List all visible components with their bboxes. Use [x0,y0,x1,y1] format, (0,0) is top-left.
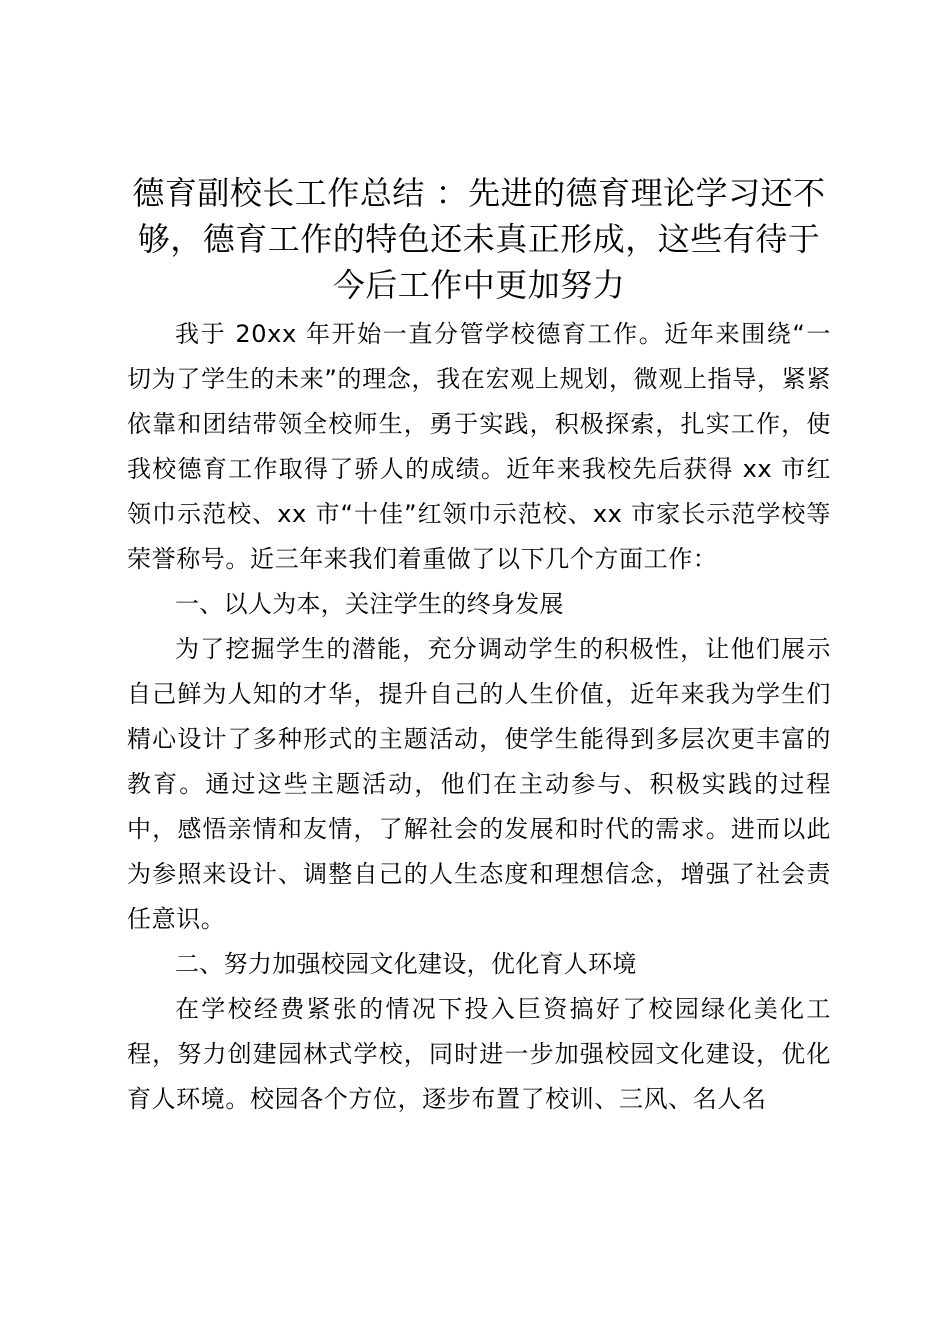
document-page [127,170,831,1122]
section-1-paragraph: 为了挖掘学生的潜能，充分调动学生的积极性，让他们展示自己鲜为人知的才华，提升自己的人生价值，近年来我为学生们精心设计了多种形式的主题活动，使学生能得到多层次更丰富的教育。通过这些主题活动，他们在主动参与、积极实践的过程中，感悟亲情和友情，了解社会的发展和时代的需求。进而以此为参照来设计、调整自己的人生态度和理想信念，增强了社会责任意识。 [127,635,831,933]
section-2-paragraph: 在学校经费紧张的情况下投入巨资搞好了校园绿化美化工程，努力创建园林式学校，同时进一步加强校园文化建设，优化育人环境。校园各个方位，逐步布置了校训、三风、名人名 [127,995,831,1113]
intro-paragraph: 我于 20xx 年开始一直分管学校德育工作。近年来围绕“一切为了学生的未来”的理念，我在宏观上规划，微观上指导，紧紧依靠和团结带领全校师生，勇于实践，积极探索，扎实工作，使我校德育工作取得了骄人的成绩。近年来我校先后获得 xx 市红领巾示范校、xx 市“十佳”红领巾示范校、xx 市家长示范学校等荣誉称号。近三年来我们着重做了以下几个方面工作： [127,320,831,573]
section-heading-1: 一、以人为本，关注学生的终身发展 [175,590,564,618]
section-heading-2: 二、努力加强校园文化建设，优化育人环境 [175,950,637,978]
document-title: 德育副校长工作总结 ：先进的德育理论学习还不够，德育工作的特色还未真正形成，这些有待于今后工作中更加努力 [132,174,826,304]
